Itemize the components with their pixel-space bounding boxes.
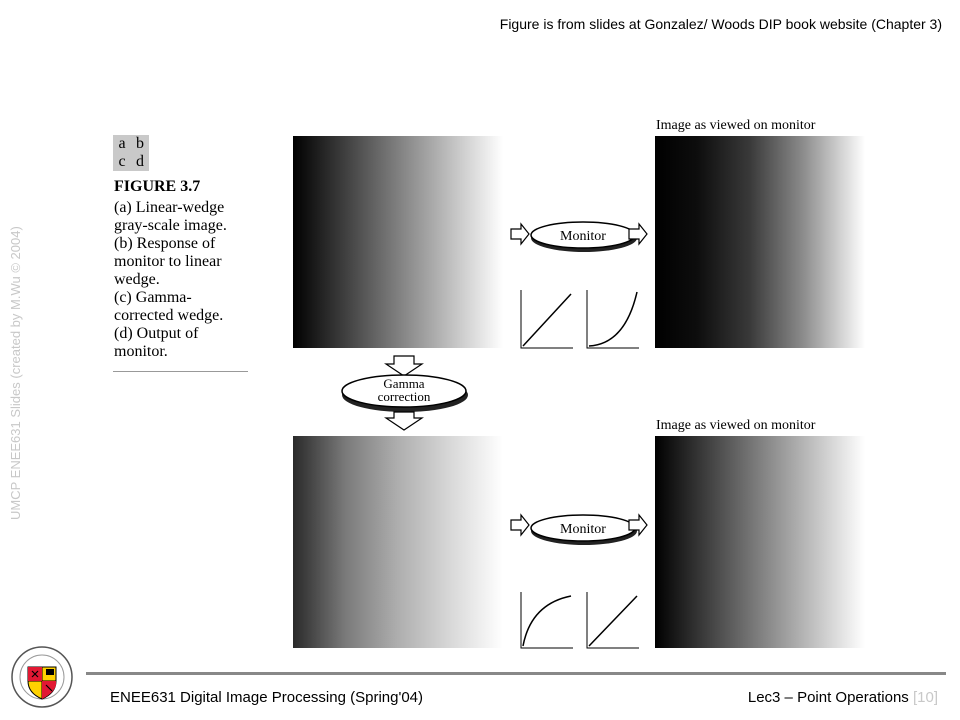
gamma-correction-diagram: [336, 352, 472, 432]
caption-line: monitor.: [114, 343, 168, 360]
monitor-view-heading-top: Image as viewed on monitor: [656, 118, 816, 133]
caption-line: monitor to linear: [114, 253, 222, 270]
caption-line: corrected wedge.: [114, 307, 224, 324]
monitor-response-image: [655, 136, 865, 348]
panel-label-d: d: [136, 153, 144, 170]
slide-copyright-credit: UMCP ENEE631 Slides (created by M.Wu © 2004): [8, 226, 23, 520]
gamma-corrected-wedge-image: [293, 436, 503, 648]
right-arrow-icon: [511, 224, 529, 244]
down-arrow-icon: [386, 412, 422, 430]
monitor-label: Monitor: [560, 522, 606, 537]
caption-line: (c) Gamma-: [114, 289, 192, 306]
caption-divider: [113, 371, 248, 372]
right-arrow-icon: [511, 515, 529, 535]
monitor-output-image: [655, 436, 865, 648]
gamma-label: correction: [377, 389, 431, 404]
caption-line: gray-scale image.: [114, 217, 227, 234]
monitor-label: Monitor: [560, 229, 606, 244]
caption-line: (d) Output of: [114, 325, 199, 342]
caption-line: wedge.: [114, 271, 160, 288]
linear-curve: [523, 294, 571, 346]
footer-divider: [86, 672, 946, 675]
top-monitor-diagram: [505, 210, 655, 355]
linear-curve: [589, 596, 637, 646]
panel-label-grid: [113, 135, 149, 171]
lecture-footer: [748, 689, 938, 706]
caption-line: (a) Linear-wedge: [114, 199, 225, 216]
linear-wedge-image: [293, 136, 503, 348]
gamma-label: Gamma: [383, 376, 425, 391]
gamma-correction-axes: [521, 592, 573, 648]
monitor-view-heading-bottom: Image as viewed on monitor: [656, 418, 816, 433]
university-of-maryland-seal-icon: [10, 645, 74, 709]
bottom-monitor-diagram: [505, 506, 655, 656]
course-title: ENEE631 Digital Image Processing (Spring'04): [110, 689, 424, 706]
panel-label-c: c: [118, 153, 126, 170]
figure-source-credit: Figure is from slides at Gonzalez/ Woods DIP book website (Chapter 3): [499, 16, 942, 32]
panel-label-a: a: [118, 135, 126, 152]
panel-label-b: b: [136, 135, 144, 152]
power-curve: [589, 292, 637, 346]
down-arrow-icon: [386, 356, 422, 376]
root-curve: [523, 596, 571, 646]
gamma-response-axes: [587, 290, 639, 348]
figure-title: FIGURE 3.7: [114, 178, 201, 195]
page-number: [10]: [912, 689, 938, 706]
lecture-title: Lec3 – Point Operations: [747, 689, 909, 706]
caption-line: (b) Response of: [114, 235, 216, 252]
